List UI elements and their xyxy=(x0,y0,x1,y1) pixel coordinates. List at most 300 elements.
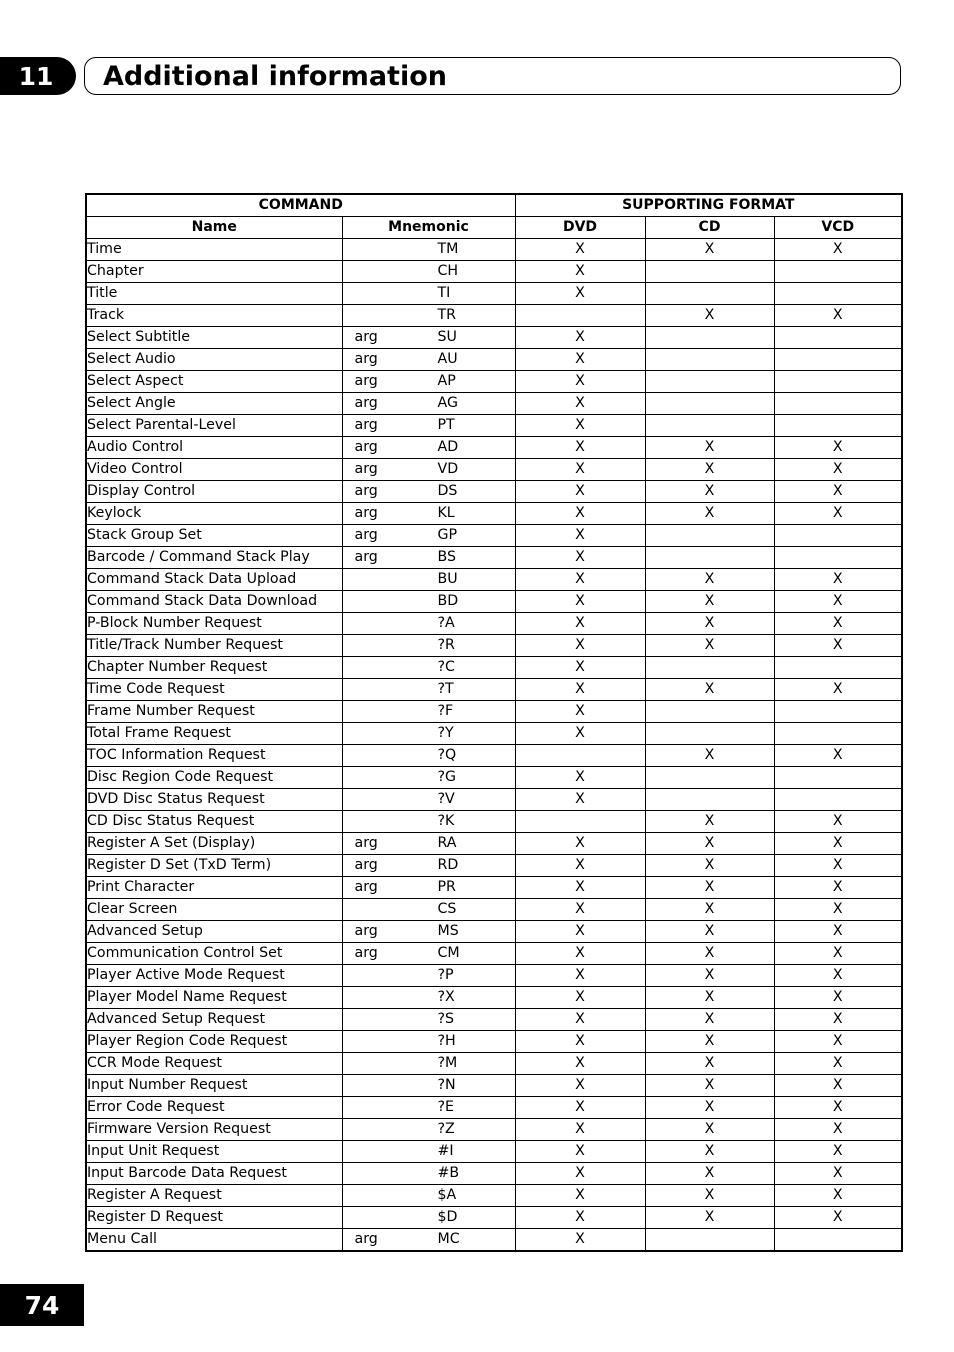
cd-support-cell: X xyxy=(645,1207,774,1229)
cd-column-header: CD xyxy=(645,217,774,239)
cd-support-cell: X xyxy=(645,591,774,613)
mnemonic-cell xyxy=(342,613,515,635)
table-row xyxy=(86,767,902,789)
dvd-support-cell: X xyxy=(515,877,645,899)
mnemonic-code: $D xyxy=(437,1209,458,1225)
mnemonic-code: MS xyxy=(437,923,459,939)
cd-support-cell: X xyxy=(645,833,774,855)
command-name-cell: Menu Call xyxy=(86,1229,342,1252)
column-header-row xyxy=(86,217,902,239)
command-name-cell: Player Region Code Request xyxy=(86,1031,342,1053)
table-row xyxy=(86,1207,902,1229)
mnemonic-cell xyxy=(342,569,515,591)
command-name-cell: Register A Request xyxy=(86,1185,342,1207)
vcd-support-cell: X xyxy=(774,635,902,657)
mnemonic-code: ?C xyxy=(437,659,455,675)
table-row xyxy=(86,591,902,613)
argument-label: arg xyxy=(354,835,378,851)
vcd-support-cell: X xyxy=(774,1097,902,1119)
vcd-support-cell xyxy=(774,283,902,305)
dvd-support-cell: X xyxy=(515,679,645,701)
dvd-support-cell: X xyxy=(515,1009,645,1031)
argument-label: arg xyxy=(354,527,378,543)
mnemonic-code: CM xyxy=(437,945,460,961)
cd-support-cell: X xyxy=(645,1009,774,1031)
mnemonic-code: AP xyxy=(437,373,456,389)
dvd-support-cell: X xyxy=(515,569,645,591)
mnemonic-code: ?R xyxy=(437,637,455,653)
vcd-support-cell: X xyxy=(774,459,902,481)
dvd-support-cell: X xyxy=(515,899,645,921)
cd-support-cell: X xyxy=(645,635,774,657)
vcd-support-cell xyxy=(774,393,902,415)
cd-support-cell xyxy=(645,767,774,789)
mnemonic-cell xyxy=(342,987,515,1009)
command-name-cell: Command Stack Data Download xyxy=(86,591,342,613)
argument-label: arg xyxy=(354,549,378,565)
command-name-cell: Chapter xyxy=(86,261,342,283)
cd-support-cell: X xyxy=(645,877,774,899)
mnemonic-code: ?E xyxy=(437,1099,454,1115)
mnemonic-cell xyxy=(342,701,515,723)
vcd-support-cell: X xyxy=(774,855,902,877)
vcd-support-cell xyxy=(774,525,902,547)
dvd-support-cell: X xyxy=(515,393,645,415)
vcd-support-cell xyxy=(774,701,902,723)
vcd-support-cell xyxy=(774,547,902,569)
command-name-cell: Audio Control xyxy=(86,437,342,459)
command-name-cell: Input Number Request xyxy=(86,1075,342,1097)
dvd-support-cell: X xyxy=(515,789,645,811)
command-name-cell: Input Barcode Data Request xyxy=(86,1163,342,1185)
mnemonic-code: AD xyxy=(437,439,459,455)
mnemonic-code: ?P xyxy=(437,967,454,983)
mnemonic-code: PT xyxy=(437,417,455,433)
command-name-cell: Select Aspect xyxy=(86,371,342,393)
vcd-support-cell: X xyxy=(774,1053,902,1075)
table-row xyxy=(86,525,902,547)
table-row xyxy=(86,1009,902,1031)
mnemonic-code: ?G xyxy=(437,769,457,785)
command-name-cell: Stack Group Set xyxy=(86,525,342,547)
table-row xyxy=(86,1229,902,1252)
mnemonic-code: KL xyxy=(437,505,455,521)
mnemonic-code: ?S xyxy=(437,1011,455,1027)
command-name-cell: Select Audio xyxy=(86,349,342,371)
command-name-cell: Track xyxy=(86,305,342,327)
command-name-cell: Select Angle xyxy=(86,393,342,415)
dvd-support-cell: X xyxy=(515,327,645,349)
mnemonic-cell xyxy=(342,327,515,349)
table-row xyxy=(86,723,902,745)
vcd-support-cell: X xyxy=(774,239,902,261)
table-row xyxy=(86,1141,902,1163)
dvd-support-cell: X xyxy=(515,371,645,393)
mnemonic-cell xyxy=(342,1097,515,1119)
dvd-support-cell: X xyxy=(515,239,645,261)
mnemonic-cell xyxy=(342,591,515,613)
table-row xyxy=(86,855,902,877)
argument-label: arg xyxy=(354,417,378,433)
vcd-support-cell xyxy=(774,327,902,349)
vcd-support-cell xyxy=(774,261,902,283)
dvd-support-cell: X xyxy=(515,965,645,987)
cd-support-cell: X xyxy=(645,1163,774,1185)
table-row xyxy=(86,371,902,393)
table-row xyxy=(86,1075,902,1097)
mnemonic-code: SU xyxy=(437,329,457,345)
table-row xyxy=(86,1163,902,1185)
command-name-cell: Command Stack Data Upload xyxy=(86,569,342,591)
command-name-cell: Input Unit Request xyxy=(86,1141,342,1163)
table-row xyxy=(86,415,902,437)
cd-support-cell xyxy=(645,525,774,547)
vcd-support-cell: X xyxy=(774,965,902,987)
mnemonic-cell xyxy=(342,261,515,283)
cd-support-cell: X xyxy=(645,481,774,503)
mnemonic-code: MC xyxy=(437,1231,460,1247)
vcd-support-cell: X xyxy=(774,811,902,833)
vcd-column-header: VCD xyxy=(774,217,902,239)
cd-support-cell: X xyxy=(645,921,774,943)
mnemonic-code: ?K xyxy=(437,813,455,829)
vcd-support-cell: X xyxy=(774,943,902,965)
cd-support-cell: X xyxy=(645,965,774,987)
command-name-cell: Register D Request xyxy=(86,1207,342,1229)
dvd-support-cell: X xyxy=(515,481,645,503)
vcd-support-cell: X xyxy=(774,679,902,701)
mnemonic-cell xyxy=(342,1229,515,1252)
command-name-cell: Time xyxy=(86,239,342,261)
mnemonic-code: ?T xyxy=(437,681,454,697)
table-row xyxy=(86,811,902,833)
mnemonic-code: GP xyxy=(437,527,458,543)
mnemonic-code: ?F xyxy=(437,703,454,719)
mnemonic-cell xyxy=(342,635,515,657)
vcd-support-cell xyxy=(774,767,902,789)
mnemonic-cell xyxy=(342,811,515,833)
dvd-support-cell: X xyxy=(515,1141,645,1163)
mnemonic-code: BD xyxy=(437,593,459,609)
vcd-support-cell: X xyxy=(774,1163,902,1185)
vcd-support-cell: X xyxy=(774,987,902,1009)
mnemonic-code: TR xyxy=(437,307,457,323)
mnemonic-code: ?X xyxy=(437,989,455,1005)
mnemonic-cell xyxy=(342,679,515,701)
mnemonic-code: $A xyxy=(437,1187,457,1203)
table-row xyxy=(86,1031,902,1053)
vcd-support-cell xyxy=(774,415,902,437)
table-row xyxy=(86,679,902,701)
table-row xyxy=(86,921,902,943)
command-name-cell: CCR Mode Request xyxy=(86,1053,342,1075)
cd-support-cell: X xyxy=(645,613,774,635)
command-name-cell: Firmware Version Request xyxy=(86,1119,342,1141)
dvd-column-header: DVD xyxy=(515,217,645,239)
dvd-support-cell: X xyxy=(515,437,645,459)
dvd-support-cell: X xyxy=(515,547,645,569)
mnemonic-cell xyxy=(342,965,515,987)
cd-support-cell: X xyxy=(645,503,774,525)
cd-support-cell: X xyxy=(645,943,774,965)
table-row xyxy=(86,657,902,679)
mnemonic-cell xyxy=(342,525,515,547)
dvd-support-cell: X xyxy=(515,943,645,965)
cd-support-cell xyxy=(645,701,774,723)
dvd-support-cell: X xyxy=(515,525,645,547)
vcd-support-cell: X xyxy=(774,1031,902,1053)
table-row xyxy=(86,503,902,525)
mnemonic-cell xyxy=(342,657,515,679)
table-row xyxy=(86,745,902,767)
command-name-cell: TOC Information Request xyxy=(86,745,342,767)
dvd-support-cell: X xyxy=(515,1097,645,1119)
dvd-support-cell: X xyxy=(515,415,645,437)
table-row xyxy=(86,327,902,349)
cd-support-cell: X xyxy=(645,437,774,459)
dvd-support-cell: X xyxy=(515,591,645,613)
vcd-support-cell: X xyxy=(774,745,902,767)
vcd-support-cell: X xyxy=(774,503,902,525)
vcd-support-cell xyxy=(774,1229,902,1252)
mnemonic-cell xyxy=(342,921,515,943)
command-name-cell: Time Code Request xyxy=(86,679,342,701)
table-row xyxy=(86,1053,902,1075)
vcd-support-cell: X xyxy=(774,1009,902,1031)
mnemonic-code: DS xyxy=(437,483,458,499)
table-row xyxy=(86,833,902,855)
cd-support-cell: X xyxy=(645,1119,774,1141)
mnemonic-cell xyxy=(342,789,515,811)
mnemonic-code: AG xyxy=(437,395,458,411)
mnemonic-code: RA xyxy=(437,835,457,851)
cd-support-cell xyxy=(645,723,774,745)
mnemonic-cell xyxy=(342,1207,515,1229)
dvd-support-cell: X xyxy=(515,635,645,657)
command-name-cell: DVD Disc Status Request xyxy=(86,789,342,811)
page-number-badge: 74 xyxy=(0,1284,84,1326)
argument-label: arg xyxy=(354,351,378,367)
mnemonic-code: CS xyxy=(437,901,457,917)
supporting-format-group-header: SUPPORTING FORMAT xyxy=(515,194,902,217)
mnemonic-code: PR xyxy=(437,879,456,895)
command-name-cell: Advanced Setup Request xyxy=(86,1009,342,1031)
mnemonic-code: CH xyxy=(437,263,459,279)
argument-label: arg xyxy=(354,923,378,939)
cd-support-cell: X xyxy=(645,1053,774,1075)
command-name-cell: Register A Set (Display) xyxy=(86,833,342,855)
dvd-support-cell xyxy=(515,305,645,327)
table-row xyxy=(86,393,902,415)
chapter-title: Additional information xyxy=(103,60,447,92)
mnemonic-cell xyxy=(342,415,515,437)
vcd-support-cell: X xyxy=(774,877,902,899)
cd-support-cell xyxy=(645,415,774,437)
mnemonic-code: TI xyxy=(437,285,451,301)
mnemonic-cell xyxy=(342,767,515,789)
dvd-support-cell: X xyxy=(515,767,645,789)
command-name-cell: Advanced Setup xyxy=(86,921,342,943)
command-name-cell: Register D Set (TxD Term) xyxy=(86,855,342,877)
cd-support-cell: X xyxy=(645,1185,774,1207)
vcd-support-cell: X xyxy=(774,569,902,591)
mnemonic-cell xyxy=(342,1163,515,1185)
argument-label: arg xyxy=(354,505,378,521)
cd-support-cell xyxy=(645,657,774,679)
mnemonic-cell xyxy=(342,481,515,503)
cd-support-cell: X xyxy=(645,855,774,877)
chapter-number-badge: 11 xyxy=(0,57,76,95)
command-name-cell: Player Active Mode Request xyxy=(86,965,342,987)
chapter-title-box xyxy=(84,57,901,95)
command-name-cell: Keylock xyxy=(86,503,342,525)
vcd-support-cell: X xyxy=(774,1075,902,1097)
vcd-support-cell: X xyxy=(774,613,902,635)
mnemonic-code: BU xyxy=(437,571,458,587)
cd-support-cell: X xyxy=(645,239,774,261)
mnemonic-code: TM xyxy=(437,241,459,257)
vcd-support-cell: X xyxy=(774,1119,902,1141)
dvd-support-cell: X xyxy=(515,459,645,481)
dvd-support-cell: X xyxy=(515,921,645,943)
mnemonic-code: ?Q xyxy=(437,747,457,763)
command-name-cell: Select Subtitle xyxy=(86,327,342,349)
command-name-cell: Chapter Number Request xyxy=(86,657,342,679)
cd-support-cell: X xyxy=(645,1097,774,1119)
cd-support-cell: X xyxy=(645,1075,774,1097)
command-name-cell: Error Code Request xyxy=(86,1097,342,1119)
cd-support-cell: X xyxy=(645,305,774,327)
mnemonic-cell xyxy=(342,547,515,569)
mnemonic-column-header: Mnemonic xyxy=(342,217,515,239)
dvd-support-cell: X xyxy=(515,701,645,723)
dvd-support-cell xyxy=(515,811,645,833)
mnemonic-cell xyxy=(342,899,515,921)
mnemonic-cell xyxy=(342,745,515,767)
dvd-support-cell: X xyxy=(515,613,645,635)
mnemonic-code: ?A xyxy=(437,615,455,631)
vcd-support-cell: X xyxy=(774,437,902,459)
command-name-cell: Title/Track Number Request xyxy=(86,635,342,657)
argument-label: arg xyxy=(354,439,378,455)
dvd-support-cell: X xyxy=(515,1075,645,1097)
dvd-support-cell: X xyxy=(515,833,645,855)
argument-label: arg xyxy=(354,945,378,961)
argument-label: arg xyxy=(354,483,378,499)
vcd-support-cell: X xyxy=(774,833,902,855)
mnemonic-cell xyxy=(342,371,515,393)
mnemonic-code: ?Z xyxy=(437,1121,455,1137)
mnemonic-cell xyxy=(342,1185,515,1207)
mnemonic-cell xyxy=(342,459,515,481)
mnemonic-code: ?N xyxy=(437,1077,456,1093)
vcd-support-cell: X xyxy=(774,591,902,613)
mnemonic-code: ?Y xyxy=(437,725,454,741)
command-name-cell: Select Parental-Level xyxy=(86,415,342,437)
vcd-support-cell: X xyxy=(774,921,902,943)
vcd-support-cell: X xyxy=(774,899,902,921)
argument-label: arg xyxy=(354,1231,378,1247)
vcd-support-cell: X xyxy=(774,1141,902,1163)
argument-label: arg xyxy=(354,879,378,895)
mnemonic-code: #I xyxy=(437,1143,454,1159)
argument-label: arg xyxy=(354,461,378,477)
cd-support-cell xyxy=(645,327,774,349)
command-name-cell: Disc Region Code Request xyxy=(86,767,342,789)
command-table xyxy=(85,193,903,1252)
cd-support-cell xyxy=(645,789,774,811)
cd-support-cell: X xyxy=(645,899,774,921)
vcd-support-cell xyxy=(774,657,902,679)
dvd-support-cell: X xyxy=(515,349,645,371)
mnemonic-code: BS xyxy=(437,549,456,565)
dvd-support-cell: X xyxy=(515,855,645,877)
mnemonic-cell xyxy=(342,855,515,877)
mnemonic-code: VD xyxy=(437,461,459,477)
mnemonic-cell xyxy=(342,349,515,371)
dvd-support-cell: X xyxy=(515,1119,645,1141)
cd-support-cell xyxy=(645,261,774,283)
cd-support-cell xyxy=(645,1229,774,1252)
argument-label: arg xyxy=(354,857,378,873)
cd-support-cell: X xyxy=(645,811,774,833)
command-name-cell: Print Character xyxy=(86,877,342,899)
argument-label: arg xyxy=(354,395,378,411)
dvd-support-cell: X xyxy=(515,1207,645,1229)
mnemonic-code: AU xyxy=(437,351,458,367)
command-name-cell: P-Block Number Request xyxy=(86,613,342,635)
dvd-support-cell: X xyxy=(515,987,645,1009)
table-row xyxy=(86,899,902,921)
table-row xyxy=(86,437,902,459)
dvd-support-cell: X xyxy=(515,1163,645,1185)
table-row xyxy=(86,1097,902,1119)
vcd-support-cell xyxy=(774,723,902,745)
dvd-support-cell: X xyxy=(515,1185,645,1207)
mnemonic-code: ?H xyxy=(437,1033,456,1049)
cd-support-cell: X xyxy=(645,987,774,1009)
dvd-support-cell: X xyxy=(515,1229,645,1252)
command-name-cell: Total Frame Request xyxy=(86,723,342,745)
command-name-cell: Barcode / Command Stack Play xyxy=(86,547,342,569)
mnemonic-cell xyxy=(342,943,515,965)
command-group-header: COMMAND xyxy=(86,194,515,217)
cd-support-cell: X xyxy=(645,459,774,481)
mnemonic-code: ?M xyxy=(437,1055,458,1071)
vcd-support-cell xyxy=(774,789,902,811)
vcd-support-cell xyxy=(774,371,902,393)
table-row xyxy=(86,459,902,481)
table-row xyxy=(86,701,902,723)
mnemonic-cell xyxy=(342,393,515,415)
name-column-header: Name xyxy=(86,217,342,239)
table-row xyxy=(86,613,902,635)
command-name-cell: Video Control xyxy=(86,459,342,481)
table-row xyxy=(86,789,902,811)
argument-label: arg xyxy=(354,329,378,345)
mnemonic-cell xyxy=(342,723,515,745)
mnemonic-cell xyxy=(342,239,515,261)
table-row xyxy=(86,481,902,503)
dvd-support-cell: X xyxy=(515,503,645,525)
cd-support-cell xyxy=(645,349,774,371)
table-row xyxy=(86,305,902,327)
vcd-support-cell: X xyxy=(774,1207,902,1229)
vcd-support-cell: X xyxy=(774,305,902,327)
command-name-cell: Frame Number Request xyxy=(86,701,342,723)
mnemonic-cell xyxy=(342,1075,515,1097)
vcd-support-cell: X xyxy=(774,1185,902,1207)
